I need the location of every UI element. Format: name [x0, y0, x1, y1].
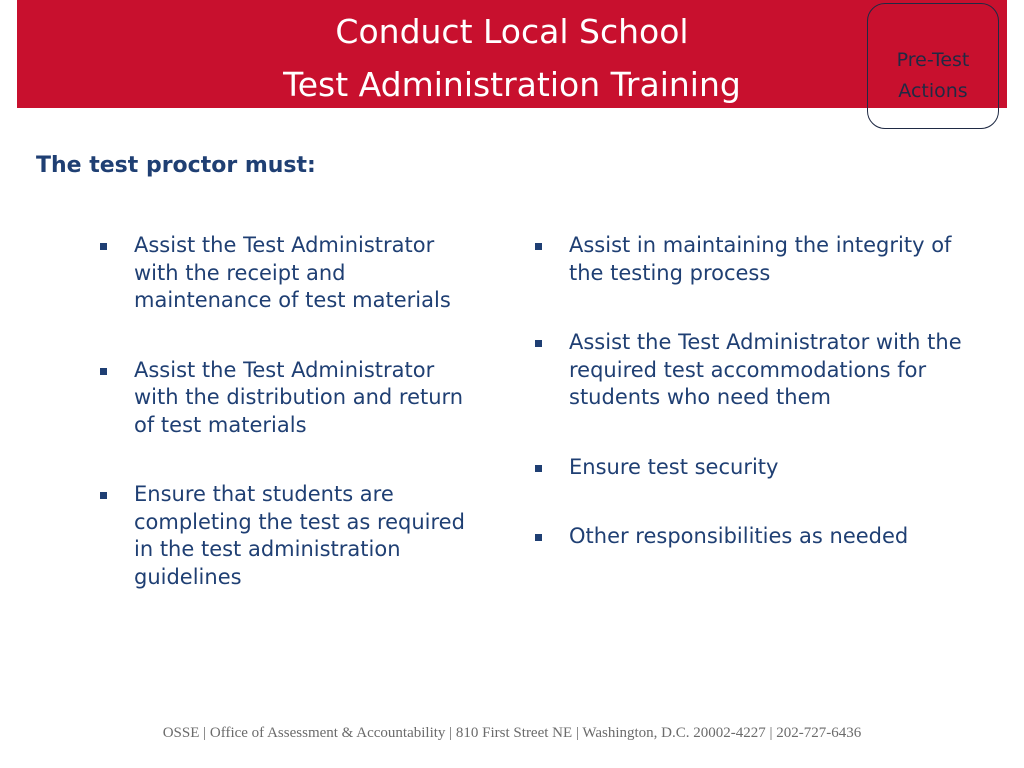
- slide-title-line-2: Test Administration Training: [283, 65, 741, 104]
- right-bullet-list: [532, 232, 972, 593]
- section-tag-line-1: Pre-Test: [896, 49, 970, 71]
- bullet-item: [532, 523, 972, 551]
- bullet-text: Ensure that students are completing the test as required in the test administration guidelines: [134, 482, 465, 589]
- bullet-text: Ensure test security: [569, 454, 779, 479]
- bullet-text: Assist the Test Administrator with the receipt and maintenance of test materials: [134, 233, 451, 312]
- bullet-text: Other responsibilities as needed: [569, 524, 909, 548]
- square-bullet-icon: [535, 243, 542, 250]
- slide-title-line-1: Conduct Local School: [335, 12, 689, 51]
- bullet-item: [97, 481, 467, 591]
- square-bullet-icon: [535, 340, 542, 347]
- square-bullet-icon: [100, 243, 107, 250]
- left-bullet-list: [97, 232, 467, 633]
- bullet-item: [532, 232, 972, 287]
- square-bullet-icon: [100, 368, 107, 375]
- bullet-text: Assist in maintaining the integrity of the testing process: [569, 233, 952, 285]
- square-bullet-icon: [535, 465, 542, 472]
- footer-contact-line: OSSE | Office of Assessment & Accountability | 810 First Street NE | Washington, D.C. 20002-4227 | 202-727-6436: [162, 725, 862, 741]
- section-tag-line-2: Actions: [898, 80, 968, 102]
- square-bullet-icon: [100, 492, 107, 499]
- bullet-item: [532, 329, 972, 412]
- bullet-item: [97, 357, 467, 440]
- bullet-item: [532, 454, 972, 482]
- square-bullet-icon: [535, 534, 542, 541]
- subheading: The test proctor must:: [36, 153, 316, 178]
- bullet-text: Assist the Test Administrator with the distribution and return of test materials: [134, 357, 464, 437]
- bullet-item: [97, 232, 467, 315]
- bullet-text: Assist the Test Administrator with the required test accommodations for students who need them: [569, 330, 962, 409]
